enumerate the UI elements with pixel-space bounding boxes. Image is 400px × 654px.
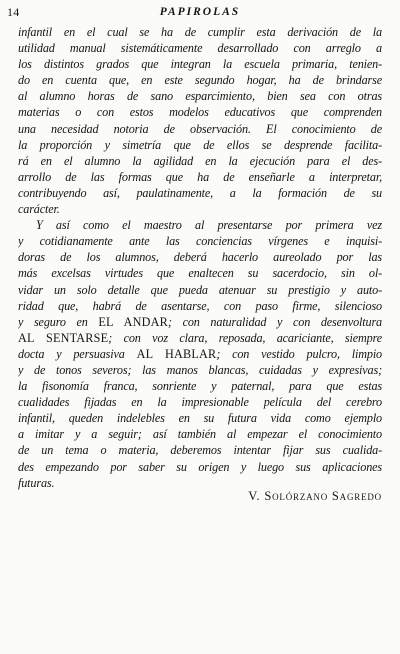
text-line-content: rá en el alumno la agilidad en la ejecución para el des- [18,153,382,168]
text-segment: ridad que, habrá de asentarse, con paso firme, silencioso [18,298,382,313]
text-line-content [18,298,382,314]
text-line [18,265,382,281]
text-line-content [18,233,382,249]
text-line [18,378,382,394]
text-line [18,346,382,362]
text-segment: docta y persuasiva [18,346,137,361]
text-line-content [18,249,382,265]
text-line [18,282,382,298]
text-segment: doras de los alumnos, deberá hacerlo aureolado por las [18,250,382,265]
text-line-content [18,362,382,378]
text-line-content [18,459,382,475]
page-number: 14 [7,5,20,19]
text-segment: Y así como el maestro al presentarse por primera vez [36,218,382,233]
text-line [18,362,382,378]
text-line-content: la proporción y simetría que de ellos se desprende facilita- [18,137,382,152]
text-segment: de un tema o materia, deberemos intentar fijar sus cualida- [18,443,382,458]
text-line [18,298,382,314]
text-segment: des empezando por saber su origen y luego sus aplicaciones [18,459,382,474]
page-header [0,0,400,24]
text-line [18,72,382,88]
text-line-content [18,410,382,426]
body-text [18,24,382,491]
text-line-content [18,442,382,458]
text-segment: ; con vestido pulcro, limpio [216,346,382,361]
running-head: PAPIROLAS [159,6,241,18]
text-line [18,24,382,40]
text-line [18,442,382,458]
text-line [18,169,382,185]
text-line-content [18,330,382,346]
text-segment: y de tonos severos; las manos blancas, cuidadas y expresivas; [18,362,382,377]
text-line-content: do en cuenta que, en este segundo hogar, ha de brindarse [18,73,382,88]
paragraph-1 [18,24,382,217]
text-line-content: una necesidad notoria de observación. El conocimiento de [18,121,382,136]
text-line [18,410,382,426]
author-signature: V. Solórzano Sagredo [248,489,382,503]
text-line [18,153,382,169]
text-line-content: materias o con estos modelos educativos que comprenden [18,105,382,120]
text-segment: más excelsas virtudes que enaltecen su sacerdocio, sin ol- [18,266,382,281]
text-segment: ; con naturalidad y con desenvoltura [167,314,382,329]
text-line-content [18,217,382,233]
text-line-content [18,426,382,442]
text-segment: y cotidianamente ante las conciencias vírgenes e inquisi- [18,234,382,249]
text-line [18,217,382,233]
text-line [18,40,382,56]
text-segment: cualidades fijadas en la impresionable película del cerebro [18,395,382,410]
text-line-content: utilidad manual sistemáticamente desarrollado con arreglo a [18,41,382,56]
text-line [18,104,382,120]
text-segment: a imitar y a seguir; así también al empezar el conocimiento [18,427,382,442]
text-line-content [18,378,382,394]
text-segment: ; con voz clara, reposada, acariciante, siempre [108,330,382,345]
text-line-content: carácter. [18,202,60,217]
text-line [18,459,382,475]
text-line-content [18,394,382,410]
text-line-content [18,282,382,298]
text-line [18,185,382,201]
text-line-content: arrollo de las formas que ha de enseñarle a interpretar, [18,169,382,184]
text-line [18,56,382,72]
text-line-content: al alumno horas de sano esparcimiento, bien sea con otras [18,89,382,104]
text-segment: vidar un solo detalle que pueda atenuar su prestigio y auto- [18,282,382,297]
text-line [18,314,382,330]
text-line [18,121,382,137]
emphasis-small-caps: EL ANDAR [98,314,168,329]
text-line [18,201,382,217]
paragraph-2 [18,217,382,491]
text-line-content [18,314,382,330]
text-line [18,330,382,346]
text-line [18,137,382,153]
text-line-content [18,265,382,281]
text-segment: la fisonomía franca, sonriente y paternal, para que estas [18,379,382,394]
text-segment: infantil, queden indelebles en su futura vida como ejemplo [18,411,382,426]
text-segment: futuras. [18,475,55,490]
text-line-content: los distintos grados que integran la escuela primaria, tenien- [18,57,382,72]
text-line [18,88,382,104]
text-line-content [18,346,382,362]
emphasis-small-caps: AL SENTARSE [18,330,109,345]
text-line-content: contribuyendo así, paulatinamente, a la formación de su [18,185,382,200]
text-line [18,249,382,265]
text-line [18,426,382,442]
emphasis-small-caps: AL HABLAR [136,346,217,361]
text-segment: y seguro en [18,314,99,329]
text-line-content: infantil en el cual se ha de cumplir esta derivación de la [18,25,382,39]
text-line [18,233,382,249]
text-line [18,394,382,410]
